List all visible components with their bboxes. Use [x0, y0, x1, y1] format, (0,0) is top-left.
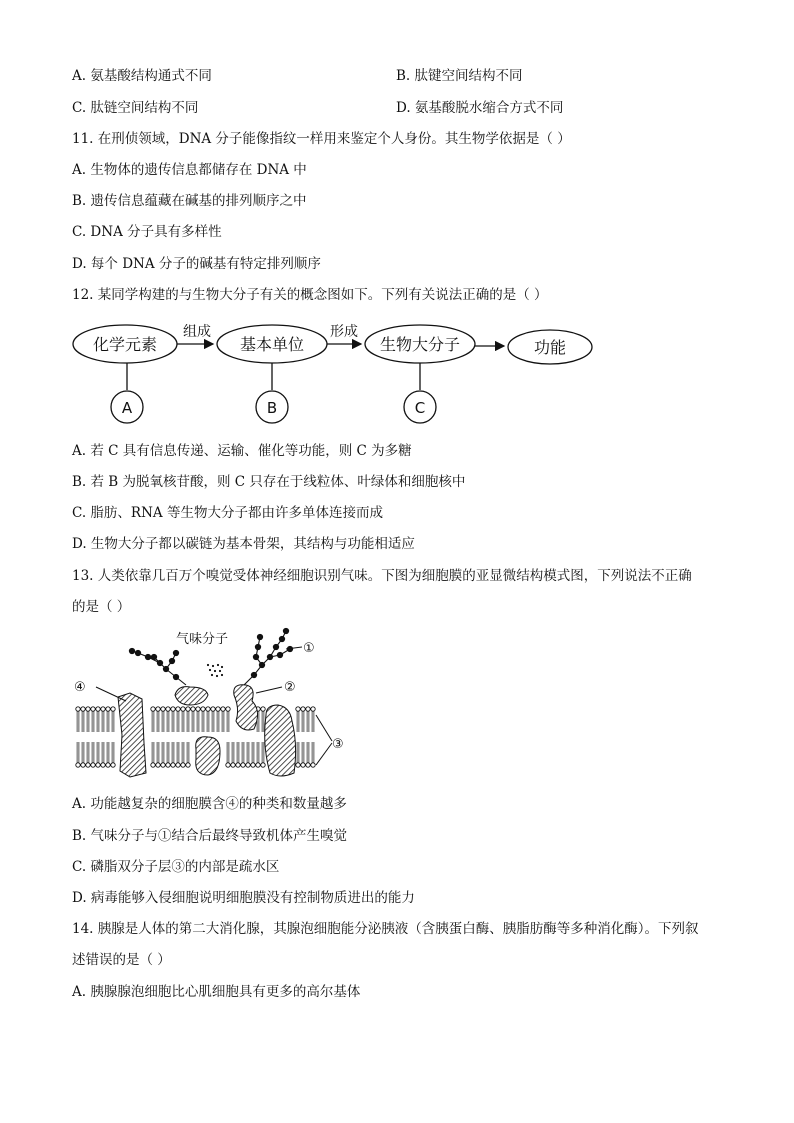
phospholipid-head	[101, 742, 105, 767]
label-3: ③	[332, 737, 344, 752]
phospholipid-head	[76, 707, 80, 732]
q11-option-a: A. 生物体的遗传信息都储存在 DNA 中	[72, 162, 307, 178]
phospholipid-head	[106, 707, 110, 732]
phospholipid-head	[296, 707, 300, 732]
phospholipid-head	[166, 707, 170, 732]
phospholipid-head	[161, 742, 165, 767]
q10-option-a: A. 氨基酸结构通式不同	[72, 68, 212, 84]
phospholipid-head	[226, 707, 230, 732]
phospholipid-head	[161, 707, 165, 732]
node-macromolecule: 生物大分子	[379, 335, 461, 354]
phospholipid-head	[246, 742, 250, 767]
phospholipid-head	[151, 707, 155, 732]
phospholipid-head	[201, 707, 205, 732]
phospholipid-head	[96, 707, 100, 732]
phospholipid-head	[156, 742, 160, 767]
q13-option-c: C. 磷脂双分子层③的内部是疏水区	[72, 859, 280, 875]
q11-option-b: B. 遗传信息蕴藏在碱基的排列顺序之中	[72, 193, 307, 209]
q12-option-c: C. 脂肪、RNA 等生物大分子都由许多单体连接而成	[72, 505, 383, 521]
q13-stem-line1: 13. 人类依靠几百万个嗅觉受体神经细胞识别气味。下图为细胞膜的亚显微结构模式图，下列说法不正确	[72, 568, 692, 584]
cell-membrane-figure	[70, 625, 360, 785]
phospholipid-head	[311, 742, 315, 767]
phospholipid-head	[296, 742, 300, 767]
phospholipid-head	[96, 742, 100, 767]
phospholipid-head	[301, 742, 305, 767]
q11-option-d: D. 每个 DNA 分子的碱基有特定排列顺序	[72, 256, 321, 272]
phospholipid-head	[306, 707, 310, 732]
phospholipid-head	[176, 742, 180, 767]
phospholipid-head	[106, 742, 110, 767]
node-function: 功能	[533, 338, 567, 357]
node-basic-unit: 基本单位	[239, 335, 305, 354]
phospholipid-head	[181, 742, 185, 767]
phospholipid-head	[311, 707, 315, 732]
phospholipid-head	[86, 707, 90, 732]
phospholipid-head	[241, 742, 245, 767]
label-4: ④	[74, 680, 86, 695]
q13-option-d: D. 病毒能够入侵细胞说明细胞膜没有控制物质进出的能力	[72, 890, 415, 906]
q13-option-b: B. 气味分子与①结合后最终导致机体产生嗅觉	[72, 828, 348, 844]
q12-option-b: B. 若 B 为脱氧核苷酸，则 C 只存在于线粒体、叶绿体和细胞核中	[72, 474, 466, 490]
phospholipid-head	[81, 742, 85, 767]
phospholipid-head	[181, 707, 185, 732]
q13-stem-line2: 的是（ ）	[72, 599, 131, 615]
q14-stem-line2: 述错误的是（ ）	[72, 952, 171, 968]
edge-label-form: 形成	[330, 324, 358, 340]
phospholipid-head	[221, 707, 225, 732]
circle-label-a: A	[121, 399, 133, 417]
q14-stem-line1: 14. 胰腺是人体的第二大消化腺，其腺泡细胞能分泌胰液（含胰蛋白酶、胰脂肪酶等多种消化酶）。下列叙	[72, 921, 699, 937]
phospholipid-head	[211, 707, 215, 732]
phospholipid-head	[196, 707, 200, 732]
phospholipid-head	[81, 707, 85, 732]
q14-option-a: A. 胰腺腺泡细胞比心肌细胞具有更多的高尔基体	[72, 984, 361, 1000]
phospholipid-head	[226, 742, 230, 767]
phospholipid-head	[171, 742, 175, 767]
phospholipid-head	[216, 707, 220, 732]
q11-option-c: C. DNA 分子具有多样性	[72, 224, 222, 240]
phospholipid-head	[111, 707, 115, 732]
phospholipid-head	[171, 707, 175, 732]
phospholipid-head	[186, 707, 190, 732]
q10-option-c: C. 肽链空间结构不同	[72, 100, 199, 116]
q11-stem: 11. 在刑侦领域，DNA 分子能像指纹一样用来鉴定个人身份。其生物学依据是（ ）	[72, 131, 571, 147]
phospholipid-head	[251, 742, 255, 767]
q12-option-a: A. 若 C 具有信息传递、运输、催化等功能，则 C 为多糖	[72, 443, 412, 459]
phospholipid-head	[206, 707, 210, 732]
q10-option-d: D. 氨基酸脱水缩合方式不同	[396, 100, 564, 116]
odor-molecule-label: 气味分子	[176, 632, 229, 647]
phospholipid-head	[236, 742, 240, 767]
phospholipid-head	[306, 742, 310, 767]
phospholipid-head	[156, 707, 160, 732]
q13-option-a: A. 功能越复杂的细胞膜含④的种类和数量越多	[72, 796, 347, 812]
phospholipid-head	[191, 707, 195, 732]
phospholipid-head	[101, 707, 105, 732]
label-1: ①	[303, 641, 315, 656]
label-2: ②	[284, 680, 296, 695]
phospholipid-head	[231, 742, 235, 767]
q12-stem: 12. 某同学构建的与生物大分子有关的概念图如下。下列有关说法正确的是（ ）	[72, 287, 548, 303]
q12-option-d: D. 生物大分子都以碳链为基本骨架，其结构与功能相适应	[72, 536, 415, 552]
phospholipid-head	[91, 707, 95, 732]
circle-label-b: B	[266, 399, 278, 417]
phospholipid-head	[86, 742, 90, 767]
phospholipid-head	[301, 707, 305, 732]
phospholipid-head	[166, 742, 170, 767]
circle-label-c: C	[414, 399, 426, 417]
concept-map-diagram	[70, 318, 610, 428]
phospholipid-head	[176, 707, 180, 732]
q10-option-b: B. 肽键空间结构不同	[396, 68, 523, 84]
edge-label-compose: 组成	[183, 324, 211, 340]
node-elements: 化学元素	[92, 335, 158, 354]
phospholipid-head	[111, 742, 115, 767]
phospholipid-head	[151, 742, 155, 767]
phospholipid-head	[256, 742, 260, 767]
phospholipid-head	[76, 742, 80, 767]
phospholipid-head	[261, 742, 265, 767]
phospholipid-head	[91, 742, 95, 767]
phospholipid-head	[186, 742, 190, 767]
